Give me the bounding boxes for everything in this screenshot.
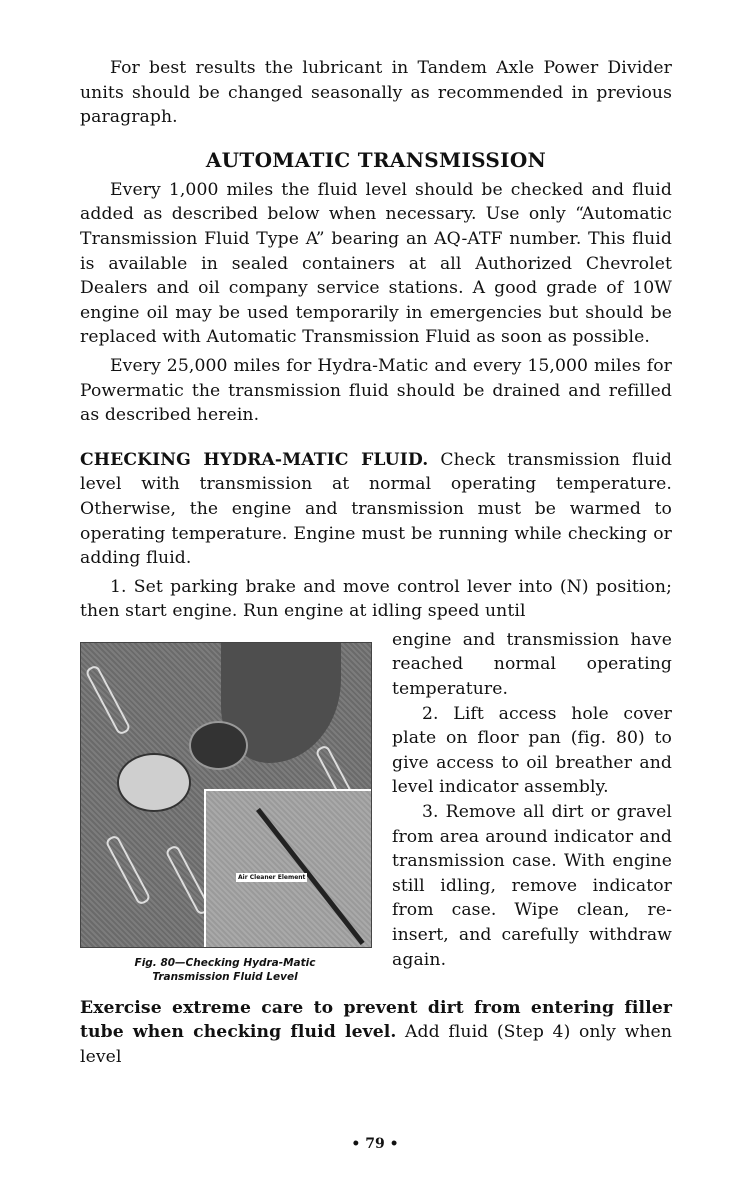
floor-rib [104,834,151,906]
subsection-body: Check transmission fluid level with transmission at normal operating temperature. Otherwise, the engine and transmission must be warmed to operating temperature. Engine must be running while checking or adding fluid. [80,449,672,569]
warning-normal: Add fluid (Step 4) only when level [80,1022,673,1068]
inset-photo [204,789,372,948]
floor-pan-photo [80,642,372,948]
figure-and-steps [80,628,672,984]
checking-hydramatic-paragraph [80,448,672,571]
figure-80 [80,628,376,984]
caption-line-1: Fig. 80—Checking Hydra-Matic [134,956,316,969]
warning-paragraph [80,996,672,1070]
page-number: • 79 • [351,1136,399,1152]
inset-label: Air Cleaner Element [238,873,306,881]
caption-line-2: Transmission Fluid Level [152,970,298,983]
intro-paragraph: For best results the lubricant in Tandem Axle Power Divider units should be changed seasonally as recommended in previous paragraph. [80,58,672,128]
fluid-change-paragraph: Every 25,000 miles for Hydra-Matic and every 15,000 miles for Powermatic the transmission fluid should be drained and refilled as described herein. [80,355,672,426]
access-cover-plate [117,753,191,812]
figure-caption [80,956,370,984]
steps-column [392,628,672,984]
step-1-continued: engine and transmission have reached normal operating temperature. [392,629,672,700]
document-page [80,56,672,1070]
section-heading: AUTOMATIC TRANSMISSION [205,147,547,172]
fluid-check-paragraph: Every 1,000 miles the fluid level should be checked and fluid added as described below when necessary. Use only “Automatic Transmission Fluid Type A” bearing an AQ-ATF number. This fluid is available in sealed containers at all Authorized Chevrolet Dealers and oil company service stations. A good grade of 10W engine oil may be used temporarily in emergencies but should be replaced with Automatic Transmission Fluid as soon as possible. [80,179,672,348]
warning-bold: Exercise extreme care to prevent dirt from entering filler tube when checking fluid level. [80,997,672,1043]
step-3: 3. Remove all dirt or gravel from area around indicator and transmission case. With engine still idling, remove indicator from case. Wipe clean, re-insert, and carefully withdraw again. [392,802,672,970]
floor-rib [84,664,131,736]
oil-breather [189,721,248,770]
step-2: 2. Lift access hole cover plate on floor pan (fig. 80) to give access to oil breather and level indicator assembly. [392,703,672,798]
step-1: 1. Set parking brake and move control lever into (N) position; then start engine. Run engine at idling speed until [80,576,672,622]
subsection-heading: CHECKING HYDRA-MATIC FLUID. [80,449,429,470]
